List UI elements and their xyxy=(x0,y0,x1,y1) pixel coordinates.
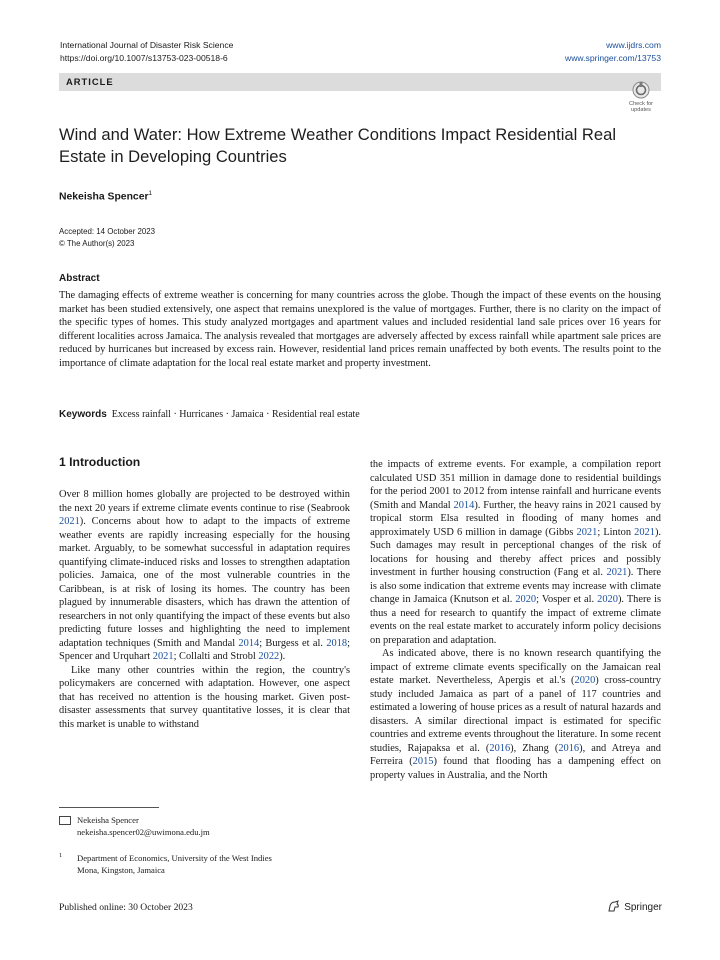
copyright-line: © The Author(s) 2023 xyxy=(59,238,135,248)
springer-website-link[interactable]: www.springer.com/13753 xyxy=(564,52,661,63)
text-run: the impacts of extreme events. For example, a compilation report calculated USD 351 million in damage done to residential buildings for the period 2001 to 2012 from intense rainfall and hurricane events (Smith and Mandal xyxy=(370,459,661,511)
text-run: ). There is thus a need for research to quantify the impact of extreme climate events on the real estate market to accurately inform policy decisions on preparation and adaptation. xyxy=(370,594,661,646)
text-run: ; Linton xyxy=(597,526,635,538)
text-run: ; Burgess et al. xyxy=(259,637,327,649)
affiliation-number: 1 xyxy=(59,852,63,859)
citation-link[interactable]: 2014 xyxy=(238,637,260,649)
article-title: Wind and Water: How Extreme Weather Conditions Impact Residential Real Estate in Developing Countries xyxy=(59,125,617,166)
text-run: ). Such damages may result in perceptional changes of the risk of locations for housing and thereby affect prices and possibly investment in further housing construction (Fang et al. xyxy=(370,526,661,578)
citation-link[interactable]: 2021 xyxy=(576,526,598,538)
citation-link[interactable]: 2021 xyxy=(606,567,628,578)
article-type-label: ARTICLE xyxy=(66,76,114,87)
section-heading: 1 Introduction xyxy=(59,455,141,469)
citation-link[interactable]: 2015 xyxy=(412,756,434,767)
text-run: ) cross-country study included Jamaica as part of a panel of 117 countries and estimated a lowering of house prices as a result of natural hazards and disasters. A similar directional impact is estimated for specific countries and extreme events throughout the literature. In some recent studies, Rajapaksa et al. ( xyxy=(370,675,661,754)
citation-link[interactable]: 2020 xyxy=(574,675,596,686)
citation-link[interactable]: 2016 xyxy=(558,742,580,754)
citation-link[interactable]: 2021 xyxy=(152,651,174,662)
intro-paragraph-1 xyxy=(59,488,350,664)
journal-name: International Journal of Disaster Risk Science xyxy=(60,40,234,50)
text-run: ), and Atreya and Ferreira ( xyxy=(370,742,661,767)
left-column xyxy=(59,488,350,731)
intro-paragraph-3 xyxy=(370,458,661,647)
journal-links xyxy=(565,39,661,64)
citation-link[interactable]: 2021 xyxy=(634,526,655,538)
keywords-label: Keywords xyxy=(59,409,107,420)
journal-header xyxy=(60,39,233,64)
text-run: ). xyxy=(279,651,286,662)
springer-horse-icon xyxy=(607,900,621,912)
check-updates-line1: Check for xyxy=(629,101,653,107)
check-updates-line2: updates xyxy=(631,107,651,113)
doi-link[interactable]: https://doi.org/10.1007/s13753-023-00518-6 xyxy=(60,52,228,63)
citation-link[interactable]: 2021 xyxy=(59,516,80,527)
text-run: ). Further, the heavy rains in 2021 caused by tropical storm Elsa resulted in flooding of many homes and approximately USD 6 million in damage (Gibbs xyxy=(370,499,661,538)
text-run: ). There is also some indication that extreme events may increase with climate change in Jamaica (Knutson et al. xyxy=(370,567,661,605)
contact-email[interactable]: nekeisha.spencer02@uwimona.edu.jm xyxy=(77,827,210,837)
text-run: ), Zhang ( xyxy=(510,742,559,754)
author-name: Nekeisha Spencer xyxy=(59,191,149,203)
citation-link[interactable]: 2022 xyxy=(258,651,280,662)
author-affiliation-mark: 1 xyxy=(148,190,153,197)
citation-link[interactable]: 2020 xyxy=(597,594,618,605)
affiliation-line-1: Department of Economics, University of the West Indies xyxy=(77,853,272,863)
check-for-updates-badge[interactable] xyxy=(623,80,659,114)
citation-link[interactable]: 2016 xyxy=(489,742,511,754)
text-run: ). Concerns about how to adapt to the impacts of extreme weather events are rapidly increasing especially for the housing market. Arguably, to be somewhat successful in adaptation requires quantifying climate-induced risks and losses to strengthen adaptation policies. Jamaica, one of the most vulnerable countries in the Caribbean, is at risk of losing its homes. The country has been plagued by innumerable disasters, which has drawn the attention of researchers in not only quantifying the impact of these events but also predicting future losses and highlighting the need to implement adaptation techniques (Smith and Mandal xyxy=(59,516,350,649)
affiliation-line-2: Mona, Kingston, Jamaica xyxy=(77,865,165,875)
accepted-date: Accepted: 14 October 2023 xyxy=(59,227,156,236)
contact-footnote xyxy=(59,814,349,838)
intro-paragraph-4 xyxy=(370,647,661,782)
journal-website-link[interactable]: www.ijdrs.com xyxy=(606,40,661,50)
citation-link[interactable]: 2018 xyxy=(326,637,348,649)
contact-name: Nekeisha Spencer xyxy=(77,815,139,825)
abstract-text: The damaging effects of extreme weather is concerning for many countries across the globe. Though the impact of these events on the housing market has been studied extensively, one aspect that remains unexplored is the value of mortgages. Further, there is no clarity on the impact of the specific types of homes. This study analyzed mortgages and apartment values and included residential land sale prices over 16 years for different localities across Jamaica. The analysis revealed that mortgages are adversely affected by excess rainfall while apartment sale prices are reduced by hurricanes but increased by excess rain. However, residential land prices remain unaffected by both events. The results point to the importance of climate adaptation for the local real estate market and property investment. xyxy=(59,290,661,369)
publisher-name: Springer xyxy=(624,902,662,913)
text-run: ; Collalti and Strobl xyxy=(173,651,259,662)
check-updates-icon xyxy=(623,80,659,114)
article-type-bar xyxy=(59,73,661,91)
keywords-line xyxy=(59,409,661,420)
abstract-heading: Abstract xyxy=(59,273,100,284)
text-run: ; Vosper et al. xyxy=(536,594,598,605)
envelope-icon xyxy=(59,816,71,825)
keywords-list: Excess rainfall · Hurricanes · Jamaica · Residential real estate xyxy=(111,409,360,420)
text-run: As indicated above, there is no known research quantifying the impact of extreme climate events specifically on the Jamaican real estate market. Nevertheless, Apergis et al.'s ( xyxy=(370,648,661,686)
affiliation-footnote xyxy=(59,852,349,876)
text-run: ; Spencer and Urquhart xyxy=(59,637,350,662)
springer-logo xyxy=(607,900,662,913)
text-run: ) found that flooding has a dampening effect on property values in Australia, and the North xyxy=(370,756,661,781)
publication-dates xyxy=(59,226,155,249)
intro-paragraph-2: Like many other countries within the region, the country's policymakers are concerned with adaptation. However, one aspect that has received no attention is the housing market. Given post-disaster assessments that survey quantitative losses, it is clear that this market is unable to withstand xyxy=(59,664,350,730)
published-online-date: Published online: 30 October 2023 xyxy=(59,902,193,913)
footnote-divider xyxy=(59,807,159,808)
right-column xyxy=(370,458,661,782)
author-line xyxy=(59,190,152,202)
text-run: Over 8 million homes globally are projected to be destroyed within the next 20 years if extreme climate events continue to rise (Seabrook xyxy=(59,489,350,514)
citation-link[interactable]: 2020 xyxy=(515,594,537,605)
citation-link[interactable]: 2014 xyxy=(453,499,475,511)
